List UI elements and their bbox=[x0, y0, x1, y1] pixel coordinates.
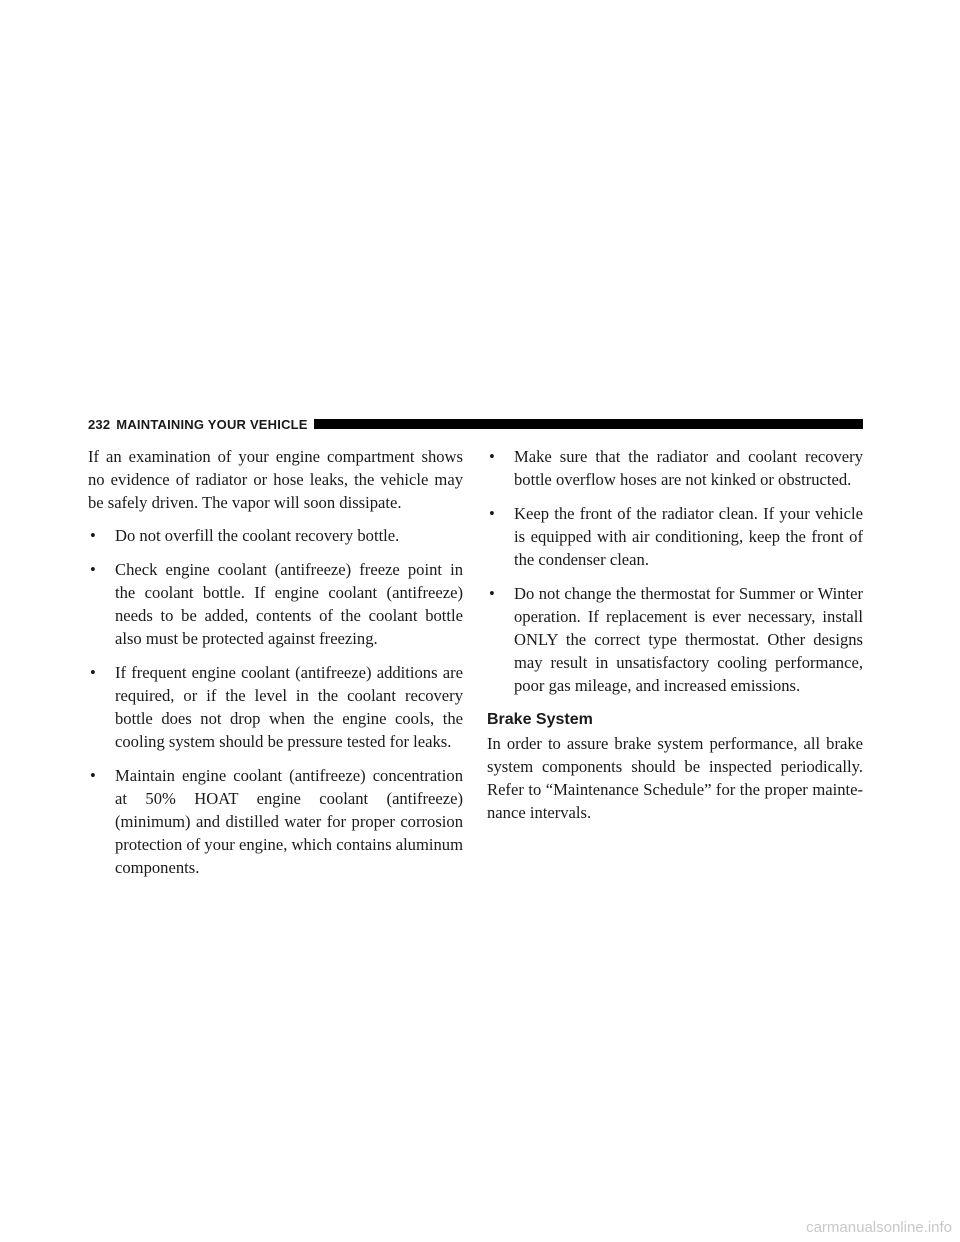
bullet-icon: • bbox=[90, 526, 96, 545]
header-rule bbox=[314, 419, 863, 429]
bullet-icon: • bbox=[90, 766, 96, 785]
bullet-icon: • bbox=[489, 447, 495, 466]
list-item bbox=[88, 524, 463, 547]
list-item-text: Do not overfill the coolant recovery bottle. bbox=[115, 526, 400, 545]
watermark: carmanualsonline.info bbox=[806, 1219, 952, 1236]
list-item bbox=[88, 558, 463, 650]
page-number: 232 bbox=[88, 416, 111, 432]
bullet-icon: • bbox=[489, 584, 495, 603]
bullet-icon: • bbox=[489, 504, 495, 523]
right-column bbox=[487, 445, 863, 834]
section-title: MAINTAINING YOUR VEHICLE bbox=[116, 416, 308, 432]
left-column bbox=[88, 445, 463, 890]
list-item-text: Check engine coolant (antifreeze) freeze point in the coolant bottle. If engine coolant (antifreeze) needs to be added, contents of the coolant bottle also must be protected against freezing. bbox=[115, 560, 463, 648]
list-item-text: Make sure that the radiator and coolant recovery bottle overflow hoses are not kinked or obstructed. bbox=[514, 447, 863, 489]
bullet-icon: • bbox=[90, 560, 96, 579]
list-item bbox=[487, 502, 863, 571]
list-item bbox=[487, 445, 863, 491]
list-item-text: Do not change the thermostat for Summer or Winter operation. If replacement is ever necessary, install ONLY the correct type thermostat. Other designs may result in unsatisfactory cooling performance, poor gas mileage, and increased emissions. bbox=[514, 584, 863, 695]
body-paragraph: In order to assure brake system performance, all brake system components should be inspected periodically. Refer to “Maintenance Schedule” for the proper mainte-nance intervals. bbox=[487, 734, 863, 822]
section-heading: Brake System bbox=[487, 711, 593, 728]
list-item bbox=[88, 661, 463, 753]
bullet-icon: • bbox=[90, 663, 96, 682]
list-item bbox=[487, 582, 863, 697]
list-item-text: Keep the front of the radiator clean. If your vehicle is equipped with air conditioning, keep the front of the condenser clean. bbox=[514, 504, 863, 569]
list-item-text: If frequent engine coolant (antifreeze) additions are required, or if the level in the coolant recovery bottle does not drop when the engine cools, the cooling system should be pressure tested for leaks. bbox=[115, 663, 463, 751]
list-item bbox=[88, 764, 463, 879]
intro-paragraph: If an examination of your engine compartment shows no evidence of radiator or hose leaks, the vehicle may be safely driven. The vapor will soon dissipate. bbox=[88, 447, 463, 512]
page-header bbox=[88, 416, 863, 432]
list-item-text: Maintain engine coolant (antifreeze) concentration at 50% HOAT engine coolant (antifreeze) (minimum) and distilled water for proper corrosion protection of your engine, which contains aluminum components. bbox=[115, 766, 463, 877]
